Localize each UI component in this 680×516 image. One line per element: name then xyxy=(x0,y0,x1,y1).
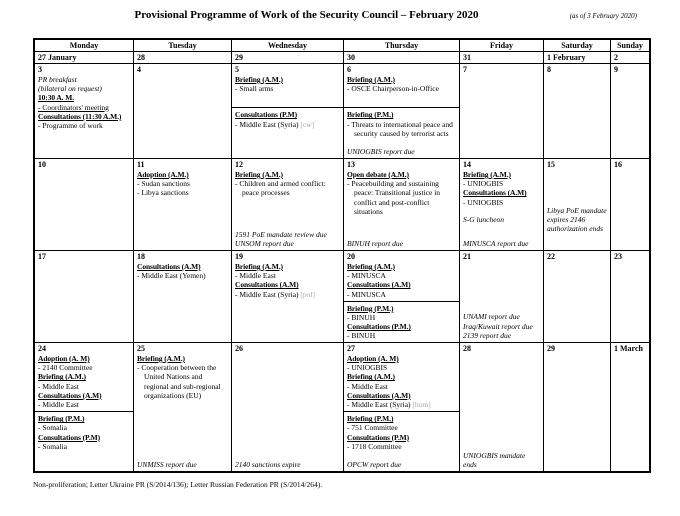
date-label: 2 xyxy=(614,53,618,62)
agenda-item: - Somalia xyxy=(38,423,67,433)
calendar-cell xyxy=(344,159,460,251)
calendar-cell xyxy=(35,343,134,471)
agenda-item: - MINUSCA xyxy=(347,289,386,299)
date-label: 28 xyxy=(137,53,145,62)
section-heading: Consultations (11:30 A.M.) xyxy=(38,111,122,121)
section-heading: 10:30 A. M. xyxy=(38,93,74,103)
date-label: 6 xyxy=(347,65,351,74)
report-note: MINUSCA report due xyxy=(463,238,529,248)
agenda-item: - Coordinators' meeting xyxy=(38,102,109,112)
calendar-cell xyxy=(611,251,649,343)
agenda-item: - BINUH xyxy=(347,313,376,323)
date-label: 10 xyxy=(38,160,46,169)
calendar-cell xyxy=(460,52,544,64)
report-note: OPCW report due xyxy=(347,459,402,469)
agenda-item: - 2140 Committee xyxy=(38,363,93,373)
calendar-cell xyxy=(611,159,649,251)
agenda-item: - Middle East xyxy=(347,381,388,391)
section-heading: Briefing (A.M.) xyxy=(235,262,283,271)
calendar-cell xyxy=(544,343,611,471)
section-heading: Briefing (P.M.) xyxy=(347,303,394,313)
italic-line: S-G luncheon xyxy=(463,214,505,224)
calendar-cell xyxy=(544,251,611,343)
report-note: 2140 sanctions expire xyxy=(235,459,301,469)
weekday-header-thursday: Thursday xyxy=(344,40,460,52)
agenda-item: - Small arms xyxy=(235,84,274,94)
calendar-cell xyxy=(232,159,344,251)
section-heading: Consultations (P.M) xyxy=(347,432,409,442)
section-heading: Adoption (A. M) xyxy=(38,354,90,363)
report-note: 1591 PoE mandate review due xyxy=(235,229,327,239)
section-heading: Consultations (A.M) xyxy=(347,390,411,400)
date-label: 5 xyxy=(235,65,239,74)
calendar-cell xyxy=(344,251,460,343)
agenda-item: - Middle East (Syria) [cw] xyxy=(235,119,315,129)
calendar-cell xyxy=(134,251,232,343)
calendar-cell xyxy=(344,64,460,159)
date-label: 31 xyxy=(463,53,471,62)
section-heading: Briefing (P.M.) xyxy=(347,110,394,120)
meeting-tag: [cw] xyxy=(298,119,315,129)
date-label: 29 xyxy=(235,53,243,62)
weekday-header-monday: Monday xyxy=(35,40,134,52)
as-of-date: (as of 3 February 2020) xyxy=(569,12,637,20)
cell-divider xyxy=(35,411,133,412)
date-label: 30 xyxy=(347,53,355,62)
date-label: 27 January xyxy=(38,53,77,62)
calendar-cell xyxy=(611,64,649,159)
date-label: 16 xyxy=(614,160,622,169)
calendar-cell xyxy=(35,52,134,64)
date-label: 1 February xyxy=(547,53,586,62)
italic-line: Libya PoE mandate expires 2146 authorization ends xyxy=(547,206,607,234)
calendar-cell xyxy=(134,343,232,471)
date-label: 19 xyxy=(235,252,243,261)
date-label: 22 xyxy=(547,252,555,261)
date-label: 28 xyxy=(463,344,471,353)
section-heading: Briefing (A.M.) xyxy=(235,170,283,179)
date-label: 3 xyxy=(38,65,42,74)
date-label: 21 xyxy=(463,252,471,261)
cell-spacer xyxy=(235,93,340,105)
cell-divider xyxy=(344,301,459,302)
section-heading: Consultations (A.M) xyxy=(137,262,201,271)
section-heading: Consultations (P.M) xyxy=(38,432,100,442)
date-label: 8 xyxy=(547,65,551,74)
calendar-cell xyxy=(134,52,232,64)
date-label: 9 xyxy=(614,65,618,74)
agenda-item: - 751 Committee xyxy=(347,423,398,433)
calendar-cell xyxy=(134,159,232,251)
report-note: UNAMI report due xyxy=(463,312,520,322)
section-heading: Consultations (A.M) xyxy=(38,390,102,400)
section-heading: Open debate (A.M.) xyxy=(347,170,409,179)
report-note: UNIOGBIS mandate ends xyxy=(463,450,526,469)
date-label: 7 xyxy=(463,65,467,74)
section-heading: Briefing (A.M.) xyxy=(463,170,511,179)
italic-line: (bilateral on request) xyxy=(38,84,102,94)
agenda-item: - Middle East xyxy=(235,271,276,281)
section-heading: Consultations (P.M.) xyxy=(347,322,411,332)
date-label: 12 xyxy=(235,160,243,169)
date-label: 27 xyxy=(347,344,355,353)
date-label: 18 xyxy=(137,252,145,261)
agenda-item: - BINUH xyxy=(347,331,376,341)
calendar-cell xyxy=(35,159,134,251)
agenda-item: - Children and armed conflict: peace processes xyxy=(235,179,326,198)
section-heading: Briefing (A.M.) xyxy=(38,372,86,382)
calendar-cell xyxy=(134,64,232,159)
section-heading: Consultations (A.M) xyxy=(235,280,299,290)
cell-divider xyxy=(232,107,343,108)
weekday-header-sunday: Sunday xyxy=(611,40,649,52)
report-note: UNSOM report due xyxy=(235,238,294,248)
date-label: 24 xyxy=(38,344,46,353)
section-heading: Adoption (A.M.) xyxy=(137,170,189,179)
calendar-cell xyxy=(460,159,544,251)
cell-divider xyxy=(344,107,459,108)
agenda-item: - Threats to international peace and security caused by terrorist acts xyxy=(347,119,453,138)
cell-spacer xyxy=(547,170,607,206)
agenda-item: - Cooperation between the United Nations and regional and sub-regional organizations (EU) xyxy=(137,363,221,400)
date-label: 17 xyxy=(38,252,46,261)
calendar-cell xyxy=(35,64,134,159)
calendar-cell xyxy=(460,64,544,159)
calendar-cell xyxy=(344,343,460,471)
meeting-tag: [hum] xyxy=(410,400,431,410)
section-heading: Consultations (P.M) xyxy=(235,110,297,120)
section-heading: Briefing (P.M.) xyxy=(347,414,394,424)
agenda-item: - Middle East xyxy=(38,381,79,391)
agenda-item: - Middle East (Yemen) xyxy=(137,271,206,281)
report-note: UNMISS report due xyxy=(137,459,197,469)
date-label: 23 xyxy=(614,252,622,261)
section-heading: Briefing (P.M.) xyxy=(38,414,85,424)
calendar-cell xyxy=(544,52,611,64)
weekday-header-wednesday: Wednesday xyxy=(232,40,344,52)
agenda-item: - Somalia xyxy=(38,441,67,451)
calendar-cell xyxy=(611,52,649,64)
calendar-cell xyxy=(35,251,134,343)
report-note: BINUH report due xyxy=(347,238,403,248)
agenda-item: - Peacebuilding and sustaining peace: Transitional justice in conflict and post-conflict situations xyxy=(347,179,441,216)
report-note: Iraq/Kuwait report due xyxy=(463,321,533,331)
report-note: 2139 report due xyxy=(463,330,512,340)
footnote: Non-proliferation; Letter Ukraine PR (S/2014/136); Letter Russian Federation PR (S/2014/264). xyxy=(33,480,323,489)
page-title: Provisional Programme of Work of the Security Council – February 2020 xyxy=(134,9,479,21)
agenda-item: - UNIOGBIS xyxy=(463,197,504,207)
section-heading: Briefing (A.M.) xyxy=(347,262,395,271)
calendar-cell xyxy=(344,52,460,64)
section-heading: Consultations (A.M) xyxy=(347,280,411,290)
calendar-cell xyxy=(460,251,544,343)
agenda-item: - Middle East xyxy=(38,400,79,410)
weekday-header-friday: Friday xyxy=(460,40,544,52)
agenda-item: - Sudan sanctions xyxy=(137,179,190,189)
date-label: 1 March xyxy=(614,344,643,353)
cell-divider xyxy=(344,411,459,412)
programme-calendar-table xyxy=(33,38,651,473)
date-label: 20 xyxy=(347,252,355,261)
section-heading: Briefing (A.M.) xyxy=(347,75,395,84)
section-heading: Briefing (A.M.) xyxy=(235,75,283,84)
calendar-cell xyxy=(232,343,344,471)
section-heading: Briefing (A.M.) xyxy=(137,354,185,363)
agenda-item: - Programme of work xyxy=(38,121,103,131)
calendar-cell xyxy=(232,64,344,159)
weekday-header-saturday: Saturday xyxy=(544,40,611,52)
agenda-item: - UNIOGBIS xyxy=(463,179,504,189)
document-header xyxy=(0,0,680,34)
calendar-cell xyxy=(232,251,344,343)
section-heading: Adoption (A. M) xyxy=(347,354,399,363)
calendar-cell xyxy=(544,159,611,251)
agenda-item: - Middle East (Syria) [hum] xyxy=(347,400,431,410)
meeting-tag: [pol] xyxy=(298,289,315,299)
weekday-header-tuesday: Tuesday xyxy=(134,40,232,52)
agenda-item: - Libya sanctions xyxy=(137,188,189,198)
date-label: 26 xyxy=(235,344,243,353)
agenda-item: - Middle East (Syria) [pol] xyxy=(235,289,315,299)
date-label: 13 xyxy=(347,160,355,169)
agenda-item: - 1718 Committee xyxy=(347,441,402,451)
section-heading: Consultations (A.M) xyxy=(463,188,527,198)
date-label: 25 xyxy=(137,344,145,353)
calendar-cell xyxy=(544,64,611,159)
agenda-item: - OSCE Chairperson-in-Office xyxy=(347,84,439,94)
date-label: 14 xyxy=(463,160,471,169)
agenda-item: - MINUSCA xyxy=(347,271,386,281)
italic-line: PR breakfast xyxy=(38,75,77,84)
cell-spacer xyxy=(347,93,456,105)
calendar-cell xyxy=(460,343,544,471)
date-label: 15 xyxy=(547,160,555,169)
date-label: 11 xyxy=(137,160,145,169)
date-label: 4 xyxy=(137,65,141,74)
calendar-cell xyxy=(232,52,344,64)
cell-spacer xyxy=(463,207,540,215)
calendar-cell xyxy=(611,343,649,471)
section-heading: Briefing (A.M.) xyxy=(347,372,395,382)
date-label: 29 xyxy=(547,344,555,353)
agenda-item: - UNIOGBIS xyxy=(347,363,388,373)
report-note: UNIOGBIS report due xyxy=(347,146,415,156)
